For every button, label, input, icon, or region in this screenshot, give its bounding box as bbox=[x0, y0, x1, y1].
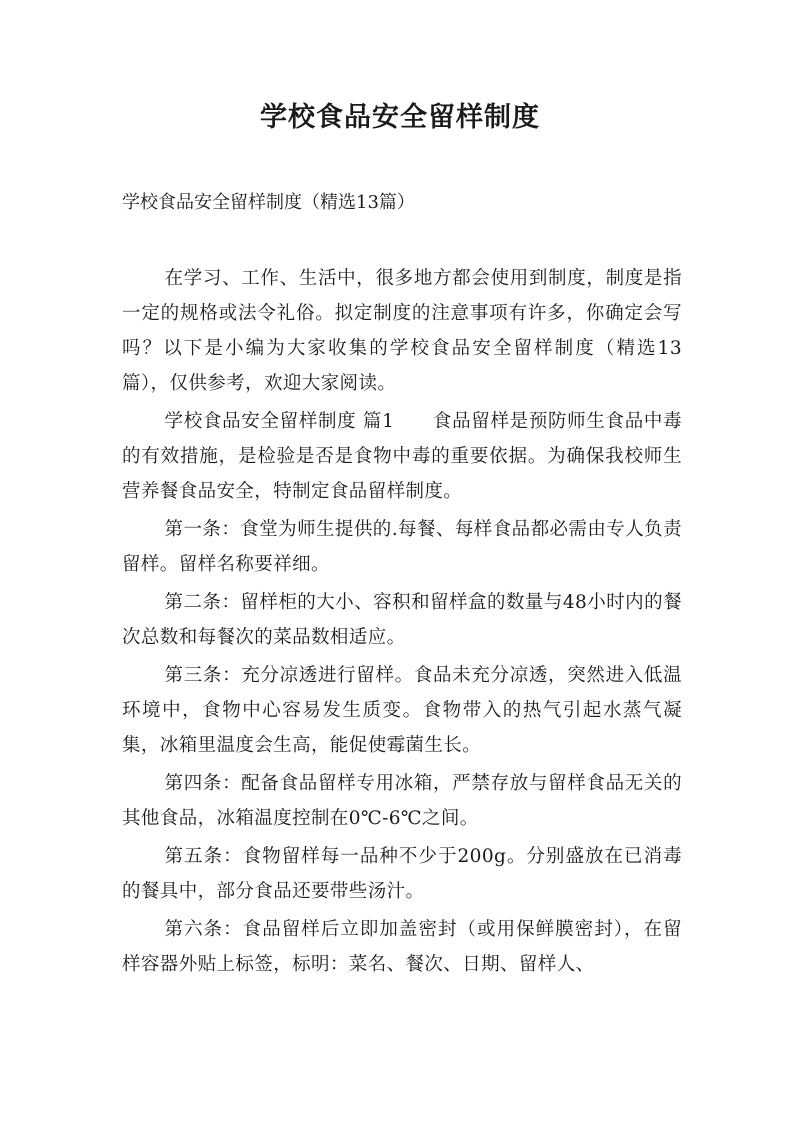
paragraph-section-1: 学校食品安全留样制度 篇1 食品留样是预防师生食品中毒的有效措施，是检验是否是食物中毒的重要依据。为确保我校师生营养餐食品安全，特制定食品留样制度。 bbox=[122, 411, 682, 502]
paragraph-article-4: 第四条：配备食品留样专用冰箱，严禁存放与留样食品无关的其他食品，冰箱温度控制在0℃-6℃之间。 bbox=[122, 773, 682, 829]
paragraph-article-1: 第一条：食堂为师生提供的.每餐、每样食品都必需由专人负责留样。留样名称要祥细。 bbox=[122, 519, 682, 575]
document-subtitle: 学校食品安全留样制度（精选13篇） bbox=[122, 192, 415, 213]
paragraph-article-2: 第二条：留样柜的大小、容积和留样盒的数量与48小时内的餐次总数和每餐次的菜品数相适应。 bbox=[122, 592, 682, 648]
document-title: 学校食品安全留样制度 bbox=[260, 102, 540, 133]
document-body bbox=[122, 261, 682, 985]
paragraph-article-3: 第三条：充分凉透进行留样。食品未充分凉透，突然进入低温环境中，食物中心容易发生质变。食物带入的热气引起水蒸气凝集，冰箱里温度会生高，能促使霉菌生长。 bbox=[122, 665, 682, 756]
paragraph-article-5: 第五条：食物留样每一品种不少于200g。分别盛放在已消毒的餐具中，部分食品还要带些汤汁。 bbox=[122, 846, 682, 902]
paragraph-article-6: 第六条：食品留样后立即加盖密封（或用保鲜膜密封），在留样容器外贴上标签，标明：菜名、餐次、日期、留样人、 bbox=[122, 919, 682, 975]
paragraph-intro: 在学习、工作、生活中，很多地方都会使用到制度，制度是指一定的规格或法令礼俗。拟定制度的注意事项有许多，你确定会写吗？以下是小编为大家收集的学校食品安全留样制度（精选13篇），仅供参考，欢迎大家阅读。 bbox=[122, 268, 682, 394]
